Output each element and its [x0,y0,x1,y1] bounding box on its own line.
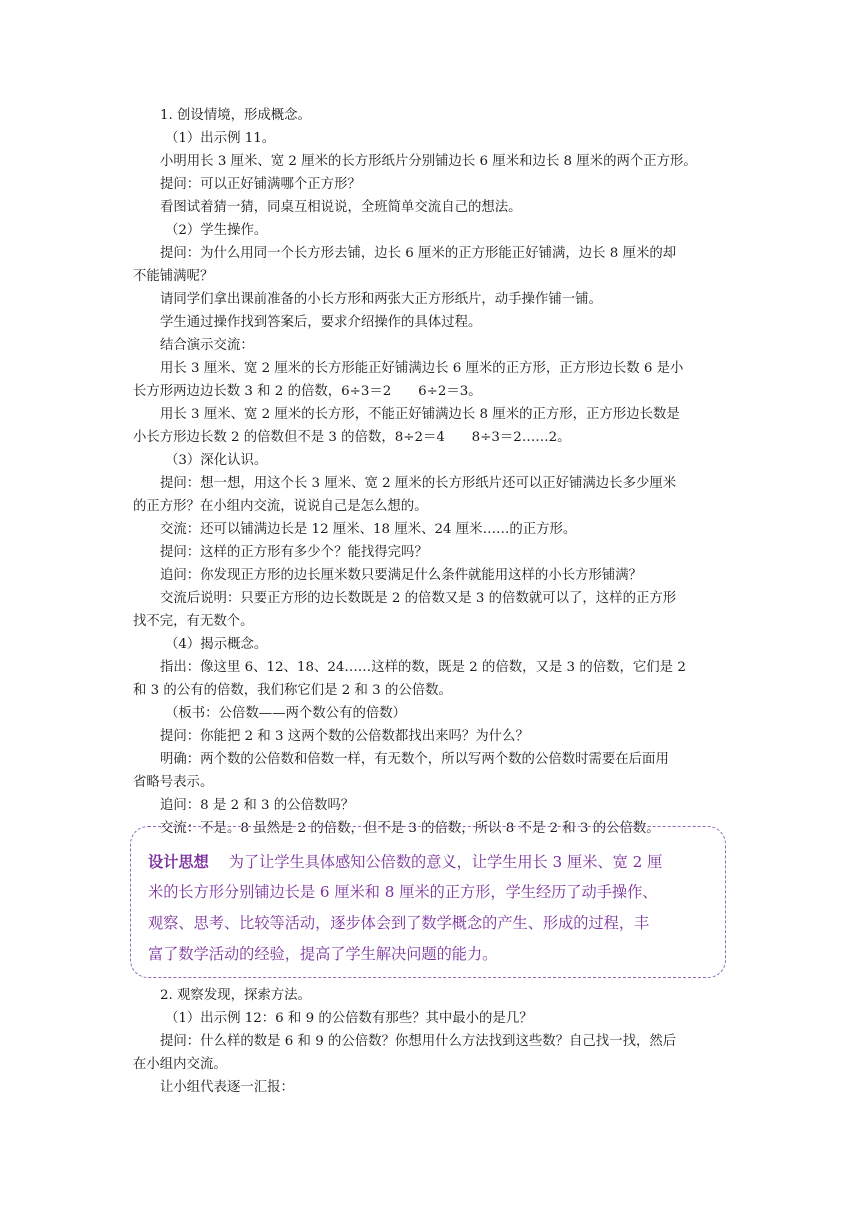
paragraph-line: 不能铺满呢？ [133,269,214,284]
paragraph-line: 追问：你发现正方形的边长厘米数只要满足什么条件就能用这样的小长方形铺满？ [160,568,643,583]
paragraph-line: 省略号表示。 [133,775,214,790]
paragraph-line: （2）学生操作。 [165,223,268,238]
paragraph-line: 用长 3 厘米、宽 2 厘米的长方形，不能正好铺满边长 8 厘米的正方形，正方形边长数是 [160,407,680,422]
paragraph-line: 提问：什么样的数是 6 和 9 的公倍数？你想用什么方法找到这些数？自己找一找，然后 [160,1034,677,1049]
paragraph-line: 请同学们拿出课前准备的小长方形和两张大正方形纸片，动手操作铺一铺。 [160,292,602,307]
paragraph-line: 结合演示交流： [160,338,254,353]
design-thinking-label: 设计思想 [148,853,209,871]
paragraph-line: 让小组代表逐一汇报： [160,1080,294,1095]
paragraph-line: 学生通过操作找到答案后，要求介绍操作的具体过程。 [160,315,482,330]
paragraph-line: 找不完，有无数个。 [133,614,254,629]
paragraph-line: 用长 3 厘米、宽 2 厘米的长方形能正好铺满边长 6 厘米的正方形，正方形边长数 6 是小 [160,361,684,376]
section-2-heading: 2. 观察发现，探索方法。 [160,988,311,1003]
board-writing: （板书：公倍数——两个数公有的倍数） [165,706,407,721]
design-thinking-line: 观察、思考、比较等活动，逐步体会到了数学概念的产生、形成的过程，丰 [148,914,650,932]
paragraph-line: 提问：想一想，用这个长 3 厘米、宽 2 厘米的长方形纸片还可以正好铺满边长多少厘米 [160,476,677,491]
paragraph-line: 明确：两个数的公倍数和倍数一样，有无数个，所以写两个数的公倍数时需要在后面用 [160,752,669,767]
design-thinking-line [148,852,662,872]
design-thinking-line: 富了数学活动的经验，提高了学生解决问题的能力。 [148,945,498,963]
paragraph-line: 和 3 的公有的倍数，我们称它们是 2 和 3 的公倍数。 [133,683,452,698]
paragraph-line: 提问：这样的正方形有多少个？能找得完吗？ [160,545,428,560]
paragraph-line: 追问：8 是 2 和 3 的公倍数吗？ [160,798,355,813]
paragraph-line: （4）揭示概念。 [165,637,268,652]
paragraph-line: （3）深化认识。 [165,453,268,468]
paragraph-line: （1）出示例 12：6 和 9 的公倍数有那些？其中最小的是几？ [165,1011,533,1026]
paragraph-line: 指出：像这里 6、12、18、24……这样的数，既是 2 的倍数，又是 3 的倍数，它们是 2 [160,660,686,675]
paragraph-line: （1）出示例 11。 [165,131,276,146]
paragraph-line: 提问：可以正好铺满哪个正方形？ [160,177,361,192]
paragraph-line: 提问：你能把 2 和 3 这两个数的公倍数都找出来吗？为什么？ [160,729,529,744]
paragraph-line: 交流：还可以铺满边长是 12 厘米、18 厘米、24 厘米……的正方形。 [160,522,577,537]
design-thinking-text: 为了让学生具体感知公倍数的意义，让学生用长 3 厘米、宽 2 厘 [228,853,663,871]
section-1-heading: 1. 创设情境，形成概念。 [160,108,311,123]
paragraph-line: 交流：不是。8 虽然是 2 的倍数，但不是 3 的倍数，所以 8 不是 2 和 3 的公倍数。 [160,821,660,836]
paragraph-line: 交流后说明：只要正方形的边长数既是 2 的倍数又是 3 的倍数就可以了，这样的正方形 [160,591,677,606]
paragraph-line: 小长方形边长数 2 的倍数但不是 3 的倍数，8÷2＝4 8÷3＝2……2。 [133,430,571,445]
paragraph-line: 看图试着猜一猜，同桌互相说说，全班简单交流自己的想法。 [160,200,522,215]
paragraph-line: 长方形两边边长数 3 和 2 的倍数，6÷3＝2 6÷2＝3。 [133,384,482,399]
paragraph-line: 在小组内交流。 [133,1057,227,1072]
paragraph-line: 提问：为什么用同一个长方形去铺，边长 6 厘米的正方形能正好铺满，边长 8 厘米的却 [160,246,677,261]
paragraph-line: 小明用长 3 厘米、宽 2 厘米的长方形纸片分别铺边长 6 厘米和边长 8 厘米的两个正方形。 [160,154,697,169]
paragraph-line: 的正方形？在小组内交流，说说自己是怎么想的。 [133,499,428,514]
design-thinking-line: 米的长方形分别铺边长是 6 厘米和 8 厘米的正方形，学生经历了动手操作、 [148,883,658,901]
